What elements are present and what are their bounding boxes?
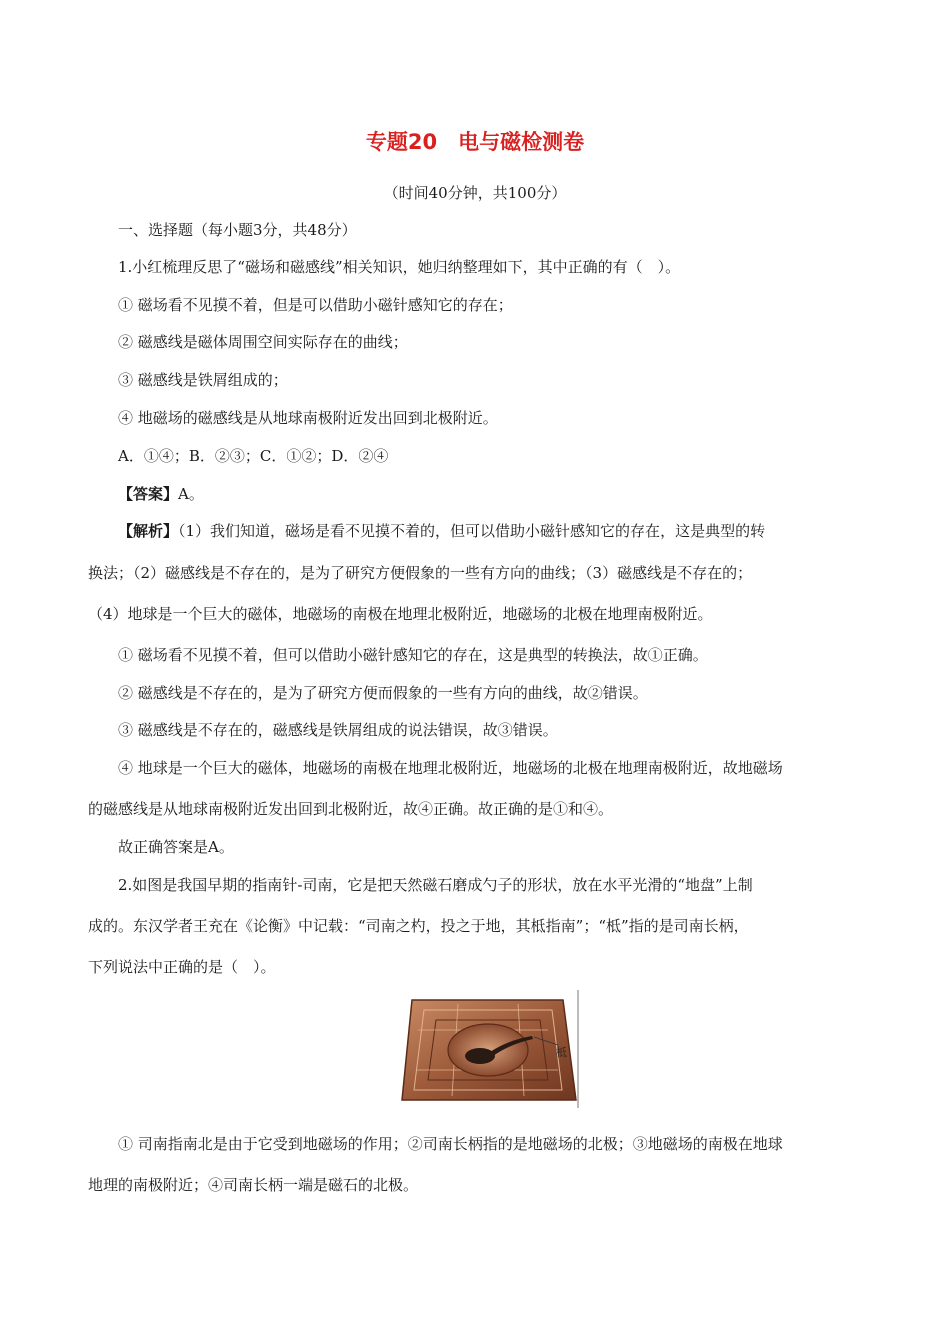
question-2-stem-2: 成的。东汉学者王充在《论衡》中记载：“司南之杓，投之于地，其柢指南”；“柢”指的是司南长柄， xyxy=(88,917,749,935)
q1-explain-4: ④ 地球是一个巨大的磁体，地磁场的南极在地理北极附近，地磁场的北极在地理南极附近，故地磁场 xyxy=(118,759,783,777)
q1-item-2: ② 磁感线是磁体周围空间实际存在的曲线； xyxy=(118,333,408,351)
time-note: （时间40分钟，共100分） xyxy=(383,184,567,202)
q1-analysis-line-2: 换法；（2）磁感线是不存在的，是为了研究方便假象的一些有方向的曲线；（3）磁感线是不存在的； xyxy=(88,564,753,582)
q2-statements-1: ① 司南指南北是由于它受到地磁场的作用；②司南长柄指的是地磁场的北极；③地磁场的南极在地球 xyxy=(118,1135,783,1153)
q1-conclusion: 故正确答案是A。 xyxy=(118,838,234,856)
page-title: 专题20 电与磁检测卷 xyxy=(365,130,585,154)
q1-analysis-line-1 xyxy=(118,520,765,541)
q1-explain-2: ② 磁感线是不存在的，是为了研究方便而假象的一些有方向的曲线，故②错误。 xyxy=(118,684,648,702)
question-2-stem-1: 2.如图是我国早期的指南针-司南，它是把天然磁石磨成勺子的形状，放在水平光滑的“地盘”上制 xyxy=(118,876,753,894)
q1-answer xyxy=(118,483,204,504)
q1-item-4: ④ 地磁场的磁感线是从地球南极附近发出回到北极附近。 xyxy=(118,409,498,427)
analysis-text: （1）我们知道，磁场是看不见摸不着的，但可以借助小磁针感知它的存在，这是典型的转 xyxy=(178,522,766,540)
q1-options: A．①④；B．②③；C．①②；D．②④ xyxy=(118,447,389,465)
question-1-stem: 1.小红梳理反思了“磁场和磁感线”相关知识，她归纳整理如下，其中正确的有（ ）。 xyxy=(118,258,681,276)
answer-value: A。 xyxy=(178,485,204,503)
q1-analysis-line-3: （4）地球是一个巨大的磁体，地磁场的南极在地理北极附近，地磁场的北极在地理南极附近。 xyxy=(88,605,713,623)
analysis-label: 【解析】 xyxy=(118,522,179,540)
q2-statements-2: 地理的南极附近；④司南长柄一端是磁石的北极。 xyxy=(88,1176,419,1194)
q1-explain-1: ① 磁场看不见摸不着，但可以借助小磁针感知它的存在，这是典型的转换法，故①正确。 xyxy=(118,646,708,664)
sinan-compass-figure xyxy=(398,990,583,1108)
section-heading: 一、选择题（每小题3分，共48分） xyxy=(118,221,357,239)
figure-label-di: 柢 xyxy=(556,1046,567,1059)
q1-explain-3: ③ 磁感线是不存在的，磁感线是铁屑组成的说法错误，故③错误。 xyxy=(118,721,558,739)
q1-item-1: ① 磁场看不见摸不着，但是可以借助小磁针感知它的存在； xyxy=(118,296,513,314)
question-2-stem-3: 下列说法中正确的是（ ）。 xyxy=(88,958,276,976)
q1-item-3: ③ 磁感线是铁屑组成的； xyxy=(118,371,288,389)
answer-label: 【答案】 xyxy=(118,485,179,503)
q1-explain-5: 的磁感线是从地球南极附近发出回到北极附近，故④正确。故正确的是①和④。 xyxy=(88,800,614,818)
